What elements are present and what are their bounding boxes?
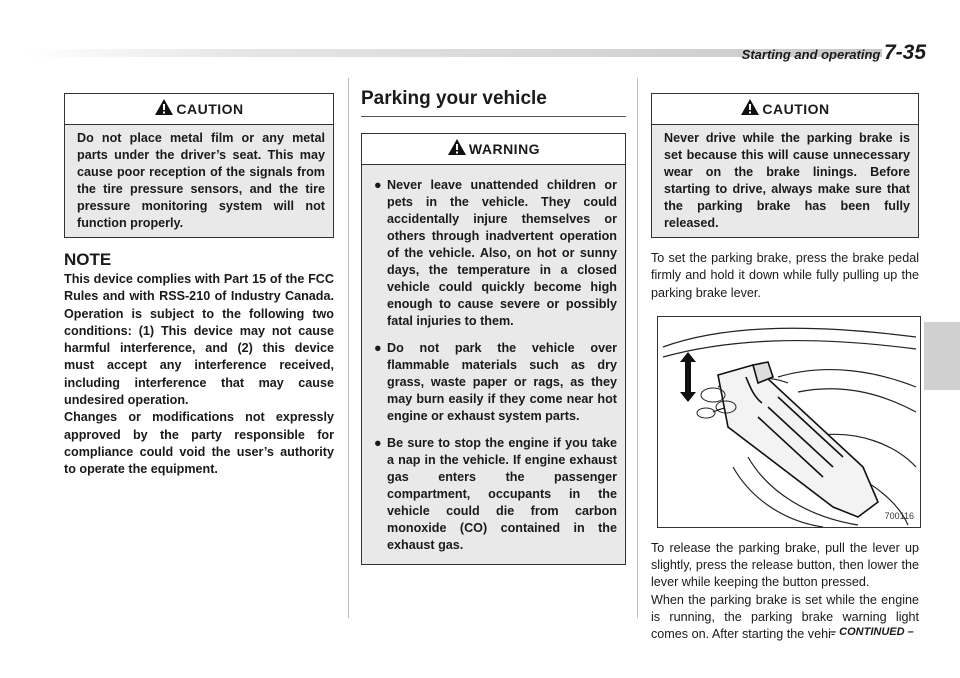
warning-box (361, 133, 626, 565)
parking-brake-lever-drawing (658, 317, 920, 527)
note-paragraph: This device complies with Part 15 of the FCC Rules and with RSS-210 of Industry Canada. Operation is subject to the following two conditions: (1) This device may not cause harmful interference, and (2) this device must accept any interference received, including interference that may cause undesired operation. (64, 272, 334, 408)
note-body (64, 271, 334, 479)
note-paragraph: Changes or modifications not expressly approved by the party responsible for compliance could void the user’s authority to operate the equipment. (64, 410, 334, 477)
warning-item (374, 435, 617, 554)
warning-triangle-icon (447, 138, 467, 156)
warning-item-text: Never leave unattended children or pets in the vehicle. They could accidentally injure themselves or others through inadvertent operation of the vehicle. Also, on hot or sunny days, the temperature in a closed vehicle could quickly become high enough to cause severe or possibly fatal injuries to them. (387, 178, 617, 328)
continued-footer: – CONTINUED – (830, 626, 914, 638)
warning-item-text: Do not park the vehicle over flammable materials such as dry grass, waste paper or rags, as they may burn easily if they come near hot engine or exhaust system parts. (387, 341, 617, 423)
warning-item-text: Be sure to stop the engine if you take a nap in the vehicle. If engine exhaust gas enters the passenger compartment, occupants in the vehicle could die from carbon monoxide (CO) contained in the exhaust gas. (387, 436, 617, 552)
bullet-icon: ● (374, 341, 382, 355)
figure-id-label: 700116 (884, 510, 914, 521)
note-title: NOTE (64, 250, 112, 269)
release-brake-paragraph: To release the parking brake, pull the lever up slightly, press the release button, then lower the lever while keeping the button pressed. (651, 540, 919, 590)
warning-light-paragraph: When the parking brake is set while the engine is running, the parking brake warning light comes on. After starting the vehi- (651, 592, 919, 642)
caution-box-left (64, 93, 334, 238)
caution-label: CAUTION (762, 101, 830, 117)
caution-header (65, 94, 333, 125)
warning-label: WARNING (468, 141, 541, 157)
column-divider-2 (637, 78, 638, 618)
parking-brake-illustration (657, 316, 921, 528)
caution-text: Do not place metal film or any metal parts under the driver’s seat. This may cause poor reception of the signals from the tire pressure sensors, and the tire pressure monitoring system will not function properly. (65, 125, 333, 237)
caution-label: CAUTION (176, 101, 244, 117)
caution-text: Never drive while the parking brake is set because this will cause unnecessary wear on the brake linings. Before starting to drive, always make sure that the parking brake has been fully released. (652, 125, 918, 237)
section-title: Parking your vehicle (361, 88, 626, 117)
caution-box-right (651, 93, 919, 238)
warning-list (374, 177, 617, 554)
set-brake-paragraph: To set the parking brake, press the brake pedal firmly and hold it down while fully pulling up the parking brake lever. (651, 251, 919, 300)
right-column (651, 88, 919, 644)
header-section-title: Starting and operating (741, 47, 881, 62)
warning-header (362, 134, 625, 165)
column-divider-1 (348, 78, 349, 618)
bullet-icon: ● (374, 178, 382, 192)
caution-triangle-icon (154, 98, 174, 116)
warning-body (362, 165, 625, 564)
warning-item (374, 340, 617, 425)
left-column (64, 88, 334, 479)
chapter-thumb-tab (924, 322, 960, 390)
pull-up-arrow-icon (680, 352, 696, 402)
warning-item (374, 177, 617, 330)
page-header (742, 41, 926, 65)
caution-header (652, 94, 918, 125)
caution-triangle-icon (740, 98, 760, 116)
bullet-icon: ● (374, 436, 382, 450)
middle-column (361, 88, 626, 565)
page-number: 7-35 (883, 41, 926, 64)
